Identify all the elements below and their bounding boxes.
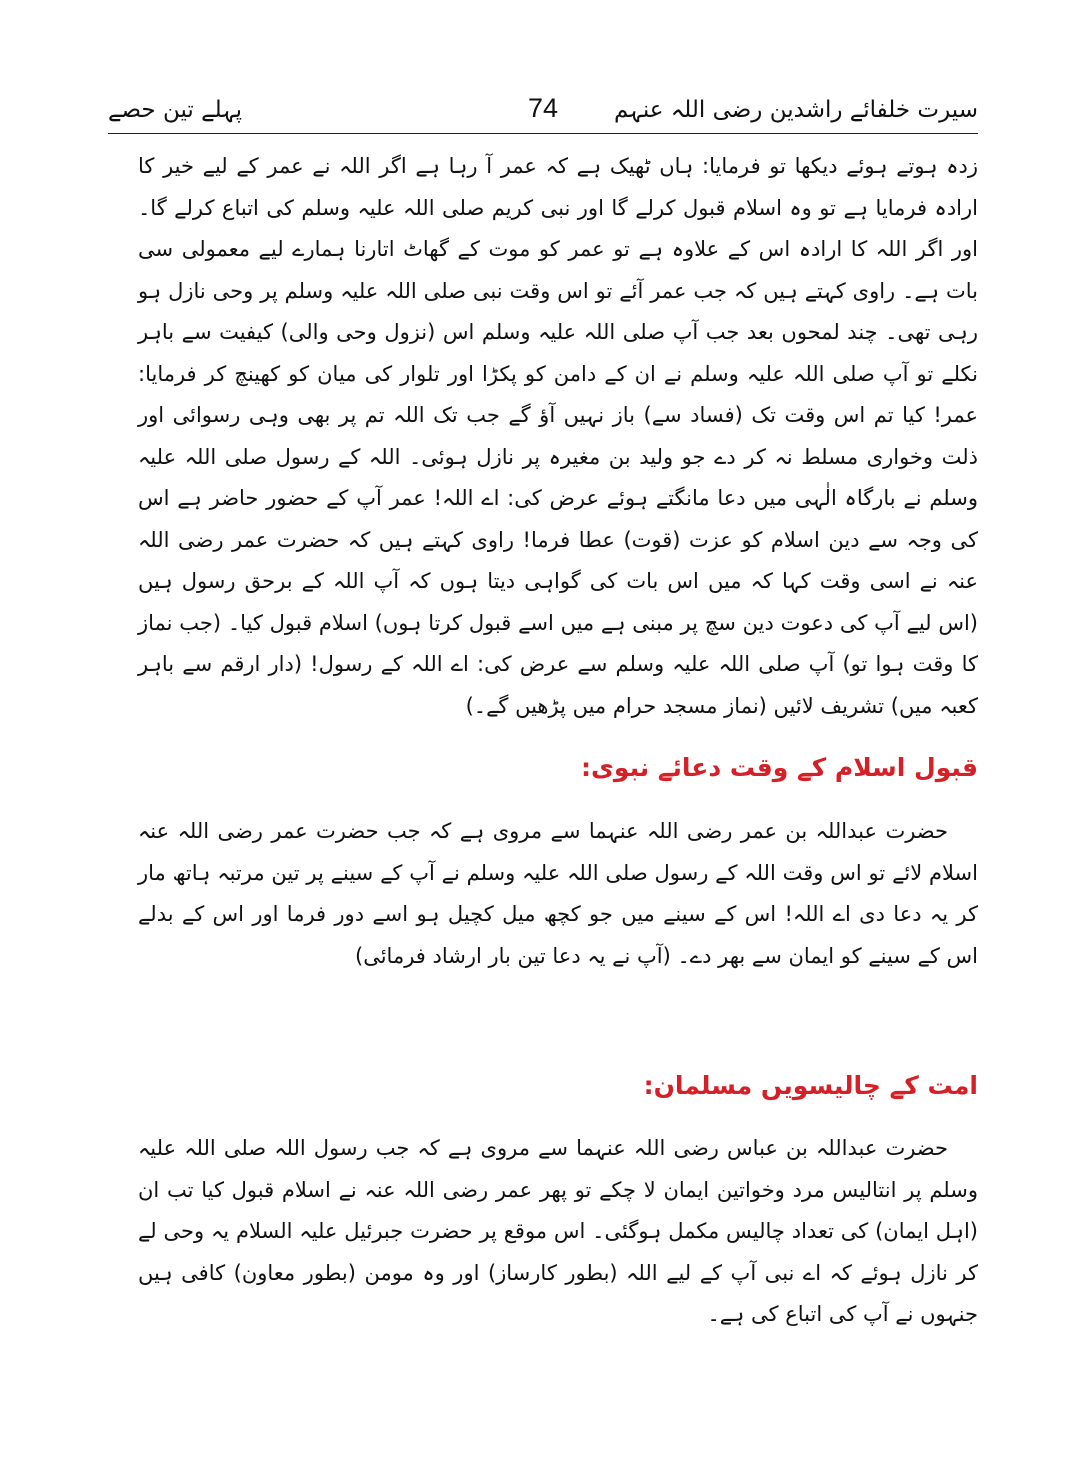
paragraph-continuation	[138, 146, 978, 727]
section-heading-fortieth: امت کے چالیسویں مسلمان:	[643, 1071, 978, 1100]
paragraph-text: زدہ ہوتے ہوئے دیکھا تو فرمایا: ہاں ٹھیک ہے کہ عمر آ رہا ہے اگر اللہ نے عمر کے لیے خیر کا ارادہ فرمایا ہے تو وہ اسلام قبول کرلے گا اور نبی کریم صلی اللہ علیہ وسلم کی اتباع کرلے گا۔ اور اگر اللہ کا ارادہ اس کے علاوہ ہے تو عمر کو موت کے گھاٹ اتارنا ہمارے لیے معمولی سی بات ہے۔ راوی کہتے ہیں کہ جب عمر آئے تو اس وقت نبی صلی اللہ علیہ وسلم پر وحی نازل ہو رہی تھی۔ چند لمحوں بعد جب آپ صلی اللہ علیہ وسلم اس (نزول وحی والی) کیفیت سے باہر نکلے تو آپ صلی اللہ علیہ وسلم نے ان کے دامن کو پکڑا اور تلوار کی میان کو کھینچ کر فرمایا: عمر! کیا تم اس وقت تک (فساد سے) باز نہیں آؤ گے جب تک اللہ تم پر بھی وہی رسوائی اور ذلت وخواری مسلط نہ کر دے جو ولید بن مغیرہ پر نازل ہوئی۔ اللہ کے رسول صلی اللہ علیہ وسلم نے بارگاہ الٰہی میں دعا مانگتے ہوئے عرض کی: اے اللہ! عمر آپ کے حضور حاضر ہے اس کی وجہ سے دین اسلام کو عزت (قوت) عطا فرما! راوی کہتے ہیں کہ حضرت عمر رضی اللہ عنہ نے اسی وقت کہا کہ میں اس بات کی گواہی دیتا ہوں کہ آپ اللہ کے برحق رسول ہیں (اس لیے آپ کی دعوت دین سچ پر مبنی ہے میں اسے قبول کرتا ہوں) اسلام قبول کیا۔ (جب نماز کا وقت ہوا تو) آپ صلی اللہ علیہ وسلم سے عرض کی: اے اللہ کے رسول! (دار ارقم سے باہر کعبہ میں) تشریف لائیں (نماز مسجد حرام میں پڑھیں گے۔)	[138, 154, 978, 718]
paragraph-dua	[138, 811, 978, 977]
paragraph-fortieth	[138, 1128, 978, 1336]
page-number: 74	[527, 93, 559, 123]
page-header	[108, 88, 978, 132]
paragraph-text: حضرت عبداللہ بن عباس رضی اللہ عنہما سے مروی ہے کہ جب رسول اللہ صلی اللہ علیہ وسلم پر انتالیس مرد وخواتین ایمان لا چکے تو پھر عمر رضی اللہ عنہ نے اسلام قبول کیا تب ان (اہل ایمان) کی تعداد چالیس مکمل ہوگئی۔ اس موقع پر حضرت جبرئیل علیہ السلام یہ وحی لے کر نازل ہوئے کہ اے نبی آپ کے لیے اللہ (بطور کارساز) اور وہ مومن (بطور معاون) کافی ہیں جنہوں نے آپ کی اتباع کی ہے۔	[138, 1136, 978, 1326]
paragraph-text: حضرت عبداللہ بن عمر رضی اللہ عنہما سے مروی ہے کہ جب حضرت عمر رضی اللہ عنہ اسلام لائے تو اس وقت اللہ کے رسول صلی اللہ علیہ وسلم نے آپ کے سینے پر تین مرتبہ ہاتھ مار کر یہ دعا دی اے اللہ! اس کے سینے میں جو کچھ میل کچیل ہو اسے دور فرما اور اس کے بدلے اس کے سینے کو ایمان سے بھر دے۔ (آپ نے یہ دعا تین بار ارشاد فرمائی)	[138, 819, 978, 968]
section-label: پہلے تین حصے	[108, 97, 243, 123]
book-title: سیرت خلفائے راشدین رضی اللہ عنہم	[614, 97, 978, 123]
section-heading-dua: قبول اسلام کے وقت دعائے نبوی:	[581, 753, 978, 782]
header-divider	[108, 133, 978, 134]
